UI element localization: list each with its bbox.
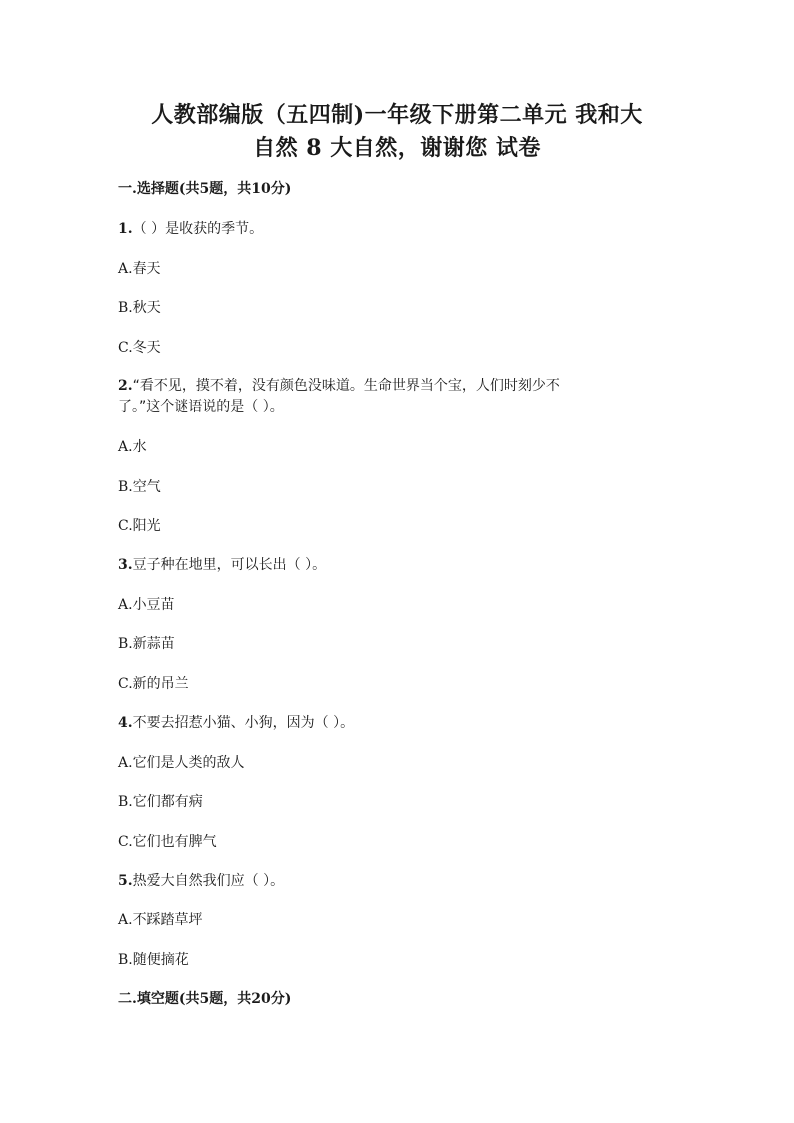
question-3-option-a — [118, 594, 175, 614]
option-text: 小豆苗 — [132, 597, 175, 613]
question-number: 1. — [118, 221, 133, 237]
option-letter: B. — [118, 794, 133, 810]
option-letter: C. — [118, 834, 133, 850]
option-text: 随便摘花 — [132, 952, 189, 968]
option-text: 阳光 — [132, 518, 161, 534]
option-letter: A. — [118, 439, 133, 455]
question-text: 豆子种在地里，可以长出（ ）。 — [132, 557, 327, 573]
question-4-option-a — [118, 752, 245, 772]
option-letter: B. — [118, 952, 133, 968]
option-letter: B. — [118, 300, 133, 316]
question-text-line-2: 了。”这个谜语说的是（ ）。 — [118, 399, 284, 415]
question-5 — [118, 870, 284, 890]
option-letter: A. — [118, 597, 133, 613]
option-letter: A. — [118, 261, 133, 277]
question-text: 不要去招惹小猫、小狗，因为（ ）。 — [132, 715, 355, 731]
section-heading-multiple-choice: 一.选择题(共5题，共10分) — [118, 181, 292, 197]
question-4 — [118, 712, 354, 732]
option-text: 不踩踏草坪 — [132, 912, 203, 928]
option-text: 新的吊兰 — [132, 676, 189, 692]
question-number: 3. — [118, 557, 133, 573]
question-2-option-a — [118, 436, 147, 456]
question-number: 5. — [118, 873, 133, 889]
option-letter: C. — [118, 518, 133, 534]
question-5-option-a — [118, 909, 203, 929]
question-5-option-b — [118, 949, 189, 969]
option-text: 秋天 — [132, 300, 161, 316]
question-number: 4. — [118, 715, 133, 731]
option-letter: A. — [118, 755, 133, 771]
document-title-line-1: 人教部编版（五四制)一年级下册第二单元 我和大 — [151, 102, 643, 128]
question-3-option-b — [118, 633, 175, 653]
question-2 — [118, 375, 560, 395]
option-text: 它们也有脾气 — [132, 834, 217, 850]
option-text: 它们都有病 — [132, 794, 203, 810]
question-2-option-c — [118, 515, 161, 535]
question-1-option-b — [118, 297, 161, 317]
question-4-option-b — [118, 791, 203, 811]
question-1-option-a — [118, 258, 161, 278]
question-text: 热爱大自然我们应（ ）。 — [132, 873, 285, 889]
option-text: 空气 — [132, 479, 161, 495]
option-text: 水 — [132, 439, 147, 455]
question-1 — [118, 218, 263, 238]
question-3 — [118, 554, 326, 574]
option-letter: B. — [118, 479, 133, 495]
question-4-option-c — [118, 831, 217, 851]
option-letter: A. — [118, 912, 133, 928]
document-title-line-2: 自然 8 大自然，谢谢您 试卷 — [253, 135, 541, 161]
option-letter: C. — [118, 676, 133, 692]
question-text-line-1: “看不见，摸不着，没有颜色没味道。生命世界当个宝，人们时刻少不 — [132, 378, 560, 394]
option-text: 春天 — [132, 261, 161, 277]
option-text: 冬天 — [132, 340, 161, 356]
question-number: 2. — [118, 378, 133, 394]
option-letter: C. — [118, 340, 133, 356]
option-letter: B. — [118, 636, 133, 652]
question-2-option-b — [118, 476, 161, 496]
question-3-option-c — [118, 673, 189, 693]
option-text: 它们是人类的敌人 — [132, 755, 245, 771]
question-2-continued — [118, 396, 284, 416]
option-text: 新蒜苗 — [132, 636, 175, 652]
question-1-option-c — [118, 337, 161, 357]
section-heading-fill-in-blank: 二.填空题(共5题，共20分) — [118, 991, 292, 1007]
question-text: （ ）是收获的季节。 — [132, 221, 264, 237]
